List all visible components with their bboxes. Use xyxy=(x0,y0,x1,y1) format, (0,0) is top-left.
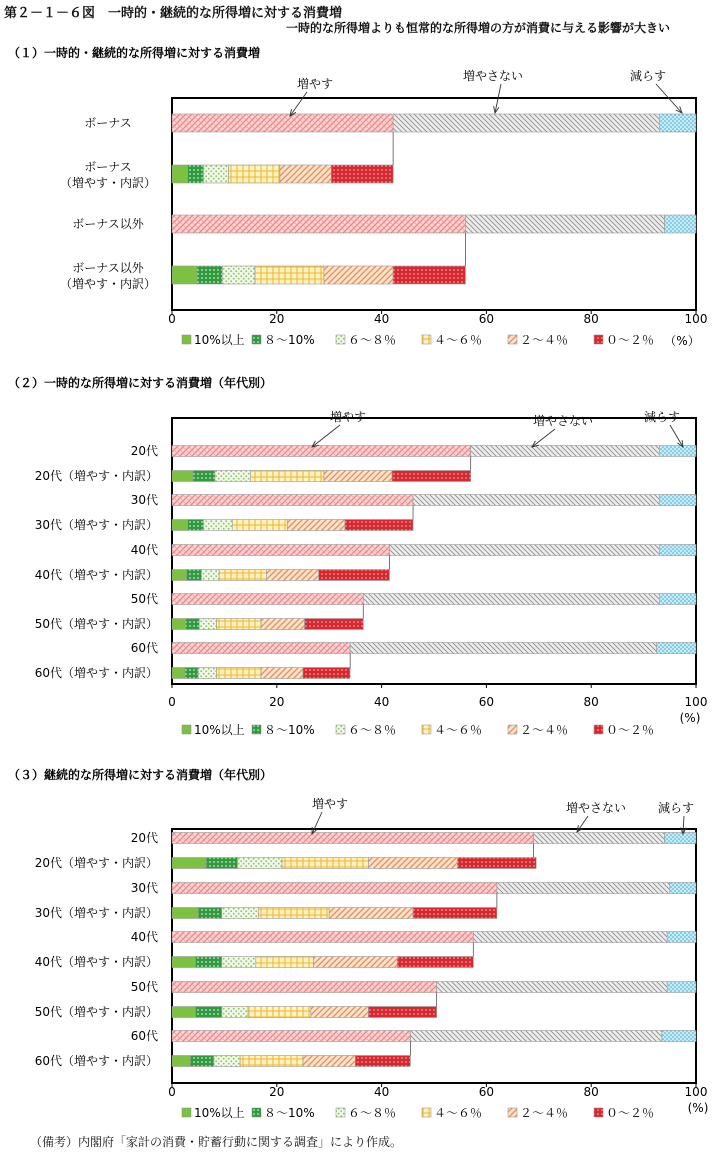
bar-segment-no-change xyxy=(437,982,668,993)
category-label: 20代（増やす・内訳） xyxy=(34,856,158,870)
bar-segment-10pct-plus xyxy=(172,1007,196,1018)
category-label: （増やす・内訳） xyxy=(59,176,157,190)
bar-segment-10pct-plus xyxy=(172,957,196,968)
legend-swatch xyxy=(336,1108,345,1117)
chart-panel-2 xyxy=(8,375,707,737)
legend-label: 10%以上 xyxy=(194,333,245,347)
x-tick-label: 80 xyxy=(583,312,599,326)
bar-segment-2-4pct xyxy=(324,266,393,284)
bar-segment-decrease xyxy=(665,215,696,233)
legend-label: ４～６％ xyxy=(434,333,483,347)
legend-swatch xyxy=(336,335,345,344)
legend-label: ８～10% xyxy=(264,723,315,737)
legend-label: ２～４％ xyxy=(520,723,569,737)
bar-segment-6-8pct xyxy=(198,668,216,679)
legend-swatch xyxy=(252,1108,261,1117)
category-label: 50代（増やす・内訳） xyxy=(34,617,158,631)
category-label: 50代 xyxy=(130,592,158,606)
legend-label: 10%以上 xyxy=(194,1106,245,1120)
bar-segment-decrease xyxy=(657,643,696,654)
bar-segment-4-6pct xyxy=(217,619,262,630)
chart-title: （１）一時的・継続的な所得増に対する消費増 xyxy=(8,46,261,60)
figure-subtitle: 一時的な所得増よりも恒常的な所得増の方が消費に与える影響が大きい xyxy=(285,21,670,35)
bar-segment-0-2pct xyxy=(369,1007,437,1018)
annotation-label: 減らす xyxy=(657,801,695,815)
bar-segment-decrease xyxy=(667,932,696,943)
bar-segment-decrease xyxy=(659,545,696,556)
bar-segment-increase xyxy=(172,643,350,654)
bar-segment-6-8pct xyxy=(201,570,219,581)
bar-segment-increase xyxy=(172,932,473,943)
bar-segment-0-2pct xyxy=(393,266,465,284)
category-label: 40代 xyxy=(130,930,158,944)
legend-label: ４～６％ xyxy=(434,723,483,737)
legend-label: ４～６％ xyxy=(434,1106,483,1120)
bar-segment-2-4pct xyxy=(303,1056,355,1067)
x-tick-label: 100 xyxy=(684,1085,708,1099)
bar-segment-increase xyxy=(172,215,465,233)
x-tick-label: 100 xyxy=(684,312,708,326)
bar-segment-no-change xyxy=(465,215,664,233)
bar-segment-4-6pct xyxy=(240,1056,303,1067)
category-label: 60代（増やす・内訳） xyxy=(34,1054,158,1068)
category-label: 30代（増やす・内訳） xyxy=(34,518,158,532)
bar-segment-8-10pct xyxy=(196,1007,222,1018)
bar-segment-8-10pct xyxy=(196,957,222,968)
bar-segment-0-2pct xyxy=(303,668,350,679)
bar-segment-10pct-plus xyxy=(172,1056,190,1067)
legend-swatch xyxy=(594,1108,603,1117)
bar-segment-0-2pct xyxy=(345,520,413,531)
category-label: ボーナス以外 xyxy=(72,261,144,275)
annotation-label: 減らす xyxy=(629,69,667,83)
annotation-label: 増やさない xyxy=(462,69,524,83)
x-axis-unit: （%） xyxy=(664,334,700,348)
bar-segment-increase xyxy=(172,883,497,894)
category-label: （増やす・内訳） xyxy=(59,277,157,291)
legend-label: ６～８％ xyxy=(348,1106,397,1120)
bar-segment-increase xyxy=(172,594,363,605)
annotation-label: 増やす xyxy=(296,77,334,91)
legend-swatch xyxy=(508,335,517,344)
bar-segment-0-2pct xyxy=(397,957,473,968)
annotation-arrow xyxy=(290,92,307,116)
legend-label: 10%以上 xyxy=(194,723,245,737)
bar-segment-0-2pct xyxy=(319,570,390,581)
legend-swatch xyxy=(508,725,517,734)
legend-swatch xyxy=(422,335,431,344)
x-tick-label: 40 xyxy=(373,1085,390,1099)
legend-label: ８～10% xyxy=(264,1106,315,1120)
bar-segment-no-change xyxy=(393,114,659,132)
legend-label: ６～８％ xyxy=(348,723,397,737)
legend-swatch xyxy=(182,725,191,734)
legend-swatch xyxy=(336,725,345,734)
bar-segment-decrease xyxy=(662,1031,696,1042)
bar-segment-10pct-plus xyxy=(172,668,185,679)
legend-label: ２～４％ xyxy=(520,1106,569,1120)
legend-swatch xyxy=(252,335,261,344)
annotation-arrow xyxy=(670,425,683,447)
bar-segment-8-10pct xyxy=(187,570,202,581)
bar-segment-10pct-plus xyxy=(172,570,187,581)
bar-segment-10pct-plus xyxy=(172,165,188,183)
bar-segment-increase xyxy=(172,545,389,556)
bar-segment-0-2pct xyxy=(355,1056,410,1067)
x-tick-label: 20 xyxy=(269,695,285,709)
legend-swatch xyxy=(594,335,603,344)
legend-swatch xyxy=(422,725,431,734)
legend-swatch xyxy=(252,725,261,734)
bar-segment-2-4pct xyxy=(329,908,413,919)
legend-label: ０～２％ xyxy=(606,333,655,347)
category-label: 30代 xyxy=(130,493,158,507)
chart-panel-3 xyxy=(8,767,708,1120)
bar-segment-2-4pct xyxy=(311,1007,369,1018)
bar-segment-4-6pct xyxy=(256,957,314,968)
bar-segment-6-8pct xyxy=(222,957,256,968)
x-tick-label: 20 xyxy=(269,312,285,326)
legend-swatch xyxy=(422,1108,431,1117)
bar-segment-8-10pct xyxy=(190,1056,214,1067)
x-axis-unit: (%) xyxy=(679,711,701,725)
category-label: ボーナス xyxy=(84,160,132,174)
bar-segment-decrease xyxy=(670,883,696,894)
bar-segment-4-6pct xyxy=(229,165,280,183)
bar-segment-10pct-plus xyxy=(172,471,193,482)
bar-segment-8-10pct xyxy=(206,858,237,869)
category-label: 50代（増やす・内訳） xyxy=(34,1005,158,1019)
bar-segment-4-6pct xyxy=(255,266,324,284)
bar-segment-4-6pct xyxy=(251,471,324,482)
chart-title: （２）一時的な所得増に対する消費増（年代別） xyxy=(8,376,273,390)
category-label: 20代 xyxy=(130,444,158,458)
x-tick-label: 0 xyxy=(168,695,176,709)
legend-swatch xyxy=(594,725,603,734)
bar-segment-8-10pct xyxy=(197,266,222,284)
bar-segment-4-6pct xyxy=(232,520,287,531)
bar-segment-2-4pct xyxy=(313,957,397,968)
category-label: 40代 xyxy=(130,543,158,557)
bar-segment-0-2pct xyxy=(305,619,364,630)
bar-segment-increase xyxy=(172,495,413,506)
x-tick-label: 0 xyxy=(168,312,176,326)
category-label: 40代（増やす・内訳） xyxy=(34,955,158,969)
bar-segment-10pct-plus xyxy=(172,520,188,531)
bar-segment-8-10pct xyxy=(188,165,204,183)
bar-segment-0-2pct xyxy=(458,858,537,869)
bar-segment-no-change xyxy=(534,833,665,844)
bar-segment-increase xyxy=(172,446,471,457)
annotation-label: 増やす xyxy=(311,797,349,811)
legend-label: ０～２％ xyxy=(606,723,655,737)
bar-segment-no-change xyxy=(413,495,659,506)
bar-segment-4-6pct xyxy=(217,668,262,679)
bar-segment-8-10pct xyxy=(185,668,198,679)
category-label: 50代 xyxy=(130,980,158,994)
category-label: 60代（増やす・内訳） xyxy=(34,666,158,680)
bar-segment-increase xyxy=(172,114,393,132)
legend-label: ６～８％ xyxy=(348,333,397,347)
bar-segment-8-10pct xyxy=(188,520,204,531)
bar-segment-decrease xyxy=(665,833,696,844)
x-tick-label: 40 xyxy=(373,312,390,326)
source-note: （備考）内閣府「家計の消費・貯蓄行動に関する調査」により作成。 xyxy=(30,1135,403,1149)
bar-segment-2-4pct xyxy=(369,858,458,869)
bar-segment-4-6pct xyxy=(282,858,368,869)
bar-segment-no-change xyxy=(389,545,659,556)
bar-segment-no-change xyxy=(471,446,660,457)
x-axis-unit: (%) xyxy=(687,1101,709,1115)
annotation-arrow xyxy=(312,812,322,834)
category-label: 40代（増やす・内訳） xyxy=(34,568,158,582)
annotation-label: 増やす xyxy=(329,410,367,424)
bar-segment-6-8pct xyxy=(215,471,251,482)
bar-segment-10pct-plus xyxy=(172,266,197,284)
bar-segment-4-6pct xyxy=(258,908,329,919)
bar-segment-6-8pct xyxy=(203,520,232,531)
legend-label: ２～４％ xyxy=(520,333,569,347)
figure-title: 第２－１－６図 一時的・継続的な所得増に対する消費増 xyxy=(4,6,343,21)
bar-segment-4-6pct xyxy=(219,570,266,581)
bar-segment-6-8pct xyxy=(222,908,259,919)
bar-segment-4-6pct xyxy=(248,1007,311,1018)
bar-segment-0-2pct xyxy=(413,908,497,919)
annotation-label: 増やさない xyxy=(532,414,594,428)
bar-segment-2-4pct xyxy=(287,520,345,531)
bar-segment-2-4pct xyxy=(324,471,392,482)
bar-segment-decrease xyxy=(659,495,696,506)
x-tick-label: 60 xyxy=(478,1085,495,1099)
x-tick-label: 100 xyxy=(684,695,708,709)
bar-segment-6-8pct xyxy=(222,1007,248,1018)
bar-segment-decrease xyxy=(659,446,696,457)
bar-segment-6-8pct xyxy=(199,619,216,630)
annotation-arrow xyxy=(532,429,555,447)
legend-swatch xyxy=(182,1108,191,1117)
category-label: 60代 xyxy=(130,641,158,655)
bar-segment-6-8pct xyxy=(222,266,254,284)
category-label: 20代 xyxy=(130,831,158,845)
bar-segment-2-4pct xyxy=(266,570,318,581)
x-tick-label: 60 xyxy=(478,695,495,709)
bar-segment-8-10pct xyxy=(193,471,215,482)
x-tick-label: 60 xyxy=(478,312,495,326)
bar-segment-10pct-plus xyxy=(172,619,186,630)
bar-segment-6-8pct xyxy=(203,165,228,183)
legend-swatch xyxy=(182,335,191,344)
bar-segment-no-change xyxy=(410,1031,662,1042)
bar-segment-8-10pct xyxy=(186,619,200,630)
category-label: ボーナス xyxy=(84,116,132,130)
bar-segment-increase xyxy=(172,982,437,993)
bar-segment-0-2pct xyxy=(331,165,393,183)
bar-segment-no-change xyxy=(363,594,659,605)
bar-segment-0-2pct xyxy=(392,471,471,482)
bar-segment-10pct-plus xyxy=(172,858,206,869)
bar-segment-2-4pct xyxy=(280,165,331,183)
bar-segment-10pct-plus xyxy=(172,908,198,919)
x-tick-label: 0 xyxy=(168,1085,176,1099)
bar-segment-decrease xyxy=(659,594,696,605)
bar-segment-2-4pct xyxy=(261,668,303,679)
legend-swatch xyxy=(508,1108,517,1117)
category-label: 60代 xyxy=(130,1029,158,1043)
x-tick-label: 40 xyxy=(373,695,390,709)
bar-segment-6-8pct xyxy=(238,858,283,869)
x-tick-label: 20 xyxy=(269,1085,285,1099)
bar-segment-8-10pct xyxy=(198,908,222,919)
bar-segment-decrease xyxy=(659,114,696,132)
x-tick-label: 80 xyxy=(583,695,599,709)
legend-label: ０～２％ xyxy=(606,1106,655,1120)
category-label: ボーナス以外 xyxy=(72,217,144,231)
annotation-arrow xyxy=(312,425,340,447)
annotation-label: 減らす xyxy=(643,410,681,424)
bar-segment-no-change xyxy=(497,883,670,894)
bar-segment-2-4pct xyxy=(261,619,304,630)
x-tick-label: 80 xyxy=(583,1085,599,1099)
bar-segment-6-8pct xyxy=(214,1056,240,1067)
bar-segment-increase xyxy=(172,833,534,844)
chart-title: （３）継続的な所得増に対する消費増（年代別） xyxy=(8,768,273,782)
bar-segment-increase xyxy=(172,1031,410,1042)
chart-panel-1 xyxy=(8,45,707,348)
annotation-label: 増やさない xyxy=(565,801,627,815)
bar-segment-no-change xyxy=(473,932,667,943)
category-label: 20代（増やす・内訳） xyxy=(34,469,158,483)
category-label: 30代 xyxy=(130,881,158,895)
bar-segment-no-change xyxy=(350,643,657,654)
category-label: 30代（増やす・内訳） xyxy=(34,906,158,920)
bar-segment-decrease xyxy=(667,982,696,993)
legend-label: ８～10% xyxy=(264,333,315,347)
